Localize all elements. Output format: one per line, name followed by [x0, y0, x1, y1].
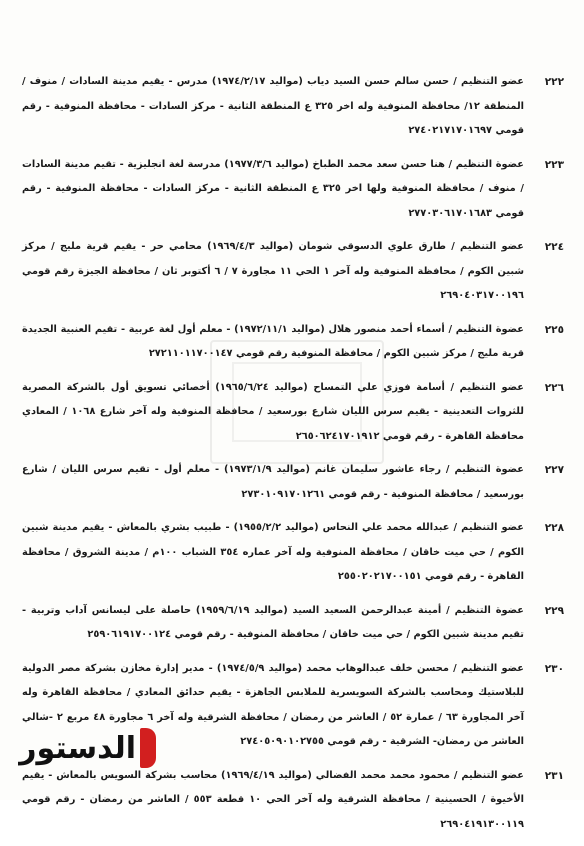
- entry-text: عضوة التنظيم / أسماء أحمد منصور هلال (مواليد ١٩٧٢/١١/١) - معلم أول لغة عربية - تقيم العنبية الجديدة قرية مليج / مركز شبين الكوم / محافظة المنوفية رقم قومي ٢٧٢١١٠١١٧٠٠١٤٧: [22, 323, 524, 359]
- entry-text: عضو التنظيم / محسن خلف عبدالوهاب محمد (مواليد ١٩٧٤/٥/٩) - مدير إدارة مخازن بشركة مصر الدولية للبلاستيك ومحاسب بالشركة السويسرية للملابس الجاهزة - يقيم حدائق المعادي / محافظة القاهرة وله آخر المجاورة ٦٣ / عمارة ٥٢ / العاشر من رمضان / محافظة الشرقية وله آخر ٦ مجاورة ٤٨ مربع ٢ -شالي العاشر من رمضان- الشرقية - رقم قومي ٢٧٤٠٥٠٩٠١٠٢٧٥٥: [22, 662, 524, 747]
- entry-227: [22, 458, 564, 507]
- entry-number: ٢٢٥: [544, 323, 564, 336]
- entry-number: ٢٢٧: [544, 464, 564, 476]
- entry-226: [22, 376, 564, 450]
- entry-231: [22, 764, 564, 838]
- entry-number: ٢٢٨: [544, 522, 564, 534]
- entry-222: [22, 70, 564, 144]
- logo-text: الدستور: [19, 730, 136, 766]
- entry-text: عضوة التنظيم / أمينة عبدالرحمن السعيد السيد (مواليد ١٩٥٩/٦/١٩) حاصلة على ليسانس آداب وتربية - تقيم مدينة شبين الكوم / حي ميت خاقان / محافظة المنوفية - رقم قومي ٢٥٩٠٦١٩١٧٠٠١٢٤: [22, 604, 524, 640]
- entry-text: عضو التنظيم / أسامة فوزي علي التمساح (مواليد ١٩٦٥/٦/٢٤) أخصائي تسويق أول بالشركة المصرية للثروات التعدينية - يقيم سرس الليان شارع بورسعيد / محافظة المنوفية وله آخر شارع ١٠٦٨ / المعادي محافظة القاهرة - رقم قومي ٢٦٥٠٦٢٤١٧٠١٩١٢: [22, 381, 524, 442]
- logo-mark-icon: [140, 728, 156, 768]
- entry-number: ٢٣٠: [544, 662, 564, 675]
- entry-number: ٢٢٢: [544, 76, 564, 88]
- entry-text: عضو التنظيم / محمود محمد محمد الفضالي (مواليد ١٩٦٩/٤/١٩) محاسب بشركة السويس بالمعاش - يقيم الأخيوة / الحسينية / محافظة الشرقية وله آخر الحي ١٠ قطعة ٥٥٣ / العاشر من رمضان - رقم قومي ٢٦٩٠٤١٩١٣٠٠١١٩: [22, 769, 524, 830]
- entry-number: ٢٢٩: [544, 604, 564, 617]
- entry-number: ٢٢٤: [544, 241, 564, 253]
- entry-number: ٢٢٦: [544, 381, 564, 394]
- entry-text: عضو التنظيم / حسن سالم حسن السيد دياب (مواليد ١٩٧٤/٢/١٧) مدرس - يقيم مدينة السادات / منوف / المنطقة ١٢/ محافظة المنوفية وله اخر ٣٢٥ ع المنطقة الثانية - مركز السادات - محافظة المنوفية - رقم قومي ٢٧٤٠٢١٧١٧٠١٦٩٧: [22, 76, 524, 136]
- entry-number: ٢٢٣: [544, 158, 564, 171]
- entry-229: [22, 599, 564, 648]
- newspaper-logo: [6, 724, 156, 772]
- entry-text: عضوة التنظيم / رجاء عاشور سليمان غانم (مواليد ١٩٧٣/١/٩) - معلم أول - تقيم سرس الليان / شارع بورسعيد / محافظة المنوفية - رقم قومي ٢٧٣٠١٠٩١٧٠١٢٦١: [22, 464, 524, 500]
- entry-text: عضوة التنظيم / هنا حسن سعد محمد الطباخ (مواليد ١٩٧٧/٣/٦) مدرسة لغة انجليزية - تقيم مدينة السادات / منوف / محافظة المنوفية ولها اخر ٣٢٥ ع المنطقة الثانية - مركز السادات - محافظة المنوفية - رقم قومي ٢٧٧٠٣٠٦١٧٠١٦٨٣: [22, 158, 525, 219]
- entry-text: عضو التنظيم / طارق علوي الدسوقي شومان (مواليد ١٩٦٩/٤/٣) محامي حر - يقيم قرية مليج / مركز شبين الكوم / محافظة المنوفية وله آخر ١ الحي ١١ مجاورة ٧ / ٦ أكتوبر ثان / محافظة الجيزة رقم قومي ٢٦٩٠٤٠٣١٧٠٠١٩٦: [22, 241, 524, 301]
- entry-224: [22, 235, 564, 309]
- entry-text: عضو التنظيم / عبدالله محمد علي النحاس (مواليد ١٩٥٥/٢/٢) - طبيب بشري بالمعاش - يقيم مدينة شبين الكوم / حي ميت خاقان / محافظة المنوفية وله آخر عماره ٣٥٤ الشباب ١٠٠م / مدينة الشروق / محافظة القاهرة - رقم قومي ٢٥٥٠٢٠٢١٧٠٠١٥١: [22, 522, 524, 582]
- entry-228: [22, 516, 564, 590]
- entry-number: ٢٣١: [544, 769, 564, 782]
- entry-225: [22, 318, 564, 367]
- entry-223: [22, 153, 564, 227]
